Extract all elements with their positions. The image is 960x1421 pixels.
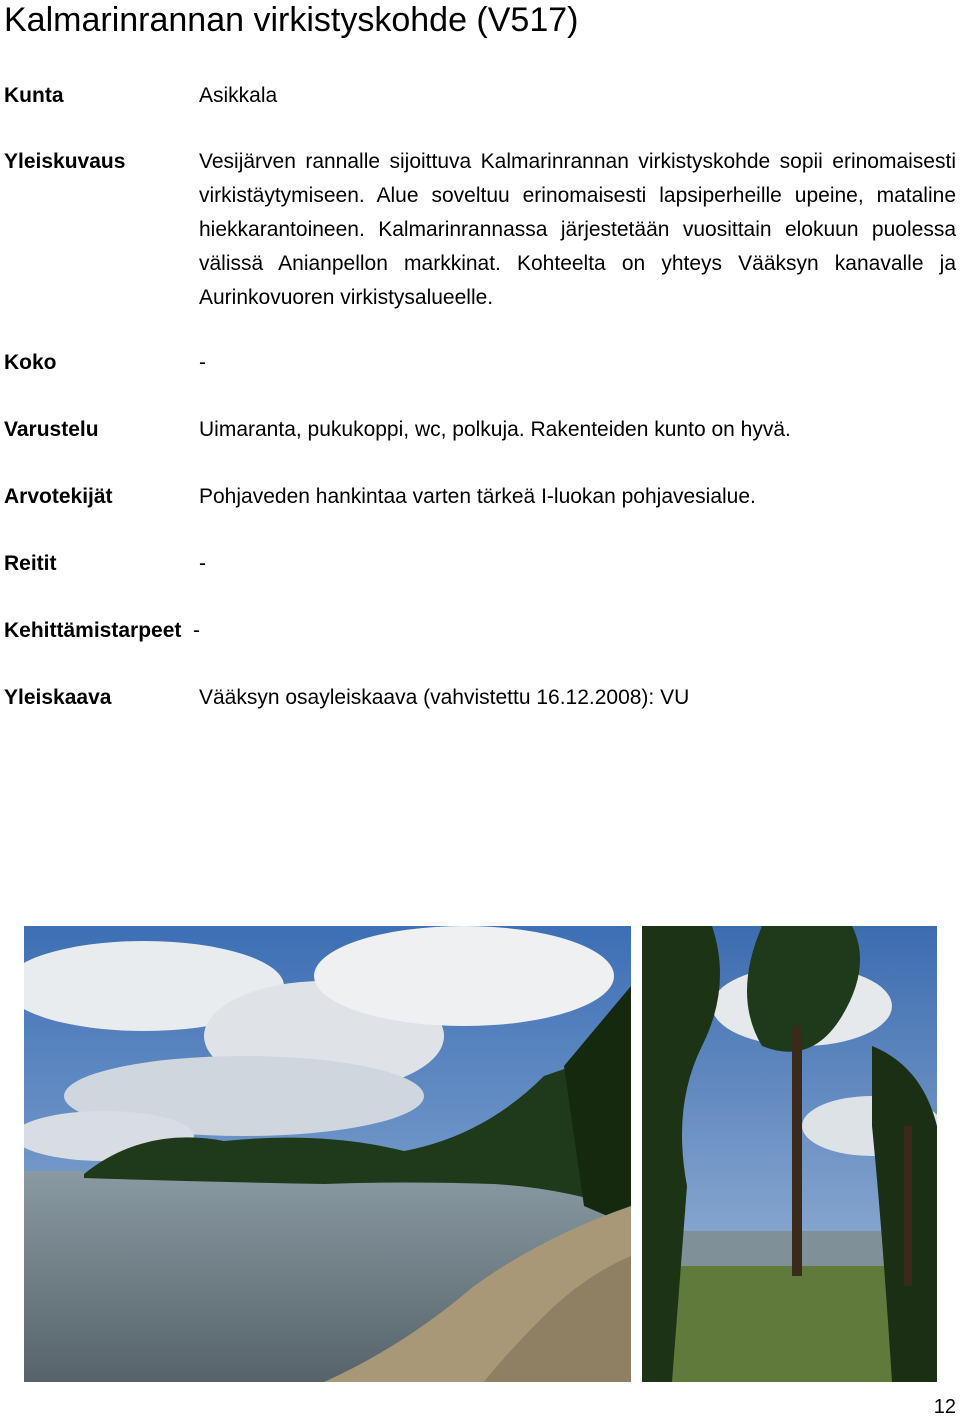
field-value: Uimaranta, pukukoppi, wc, polkuja. Rakenteiden kunto on hyvä. bbox=[199, 418, 791, 441]
photo-lake-shore bbox=[24, 926, 631, 1382]
field-value: Vesijärven rannalle sijoittuva Kalmarinrannan virkistyskohde sopii erinomaisesti virkistäytymiseen. Alue soveltuu erinomaisesti lapsiperheille upeine, mataline hiekkarantoineen. Kalmarinrannassa järjestetään vuosittain elokuun puolessa välissä Anianpellon markkinat. Kohteelta on yhteys Vääksyn kanavalle ja Aurinkovuoren virkistysalueelle. bbox=[199, 150, 956, 309]
field-value: - bbox=[193, 619, 200, 642]
field-value: Vääksyn osayleiskaava (vahvistettu 16.12.2008): VU bbox=[199, 686, 690, 709]
field-label: Kunta bbox=[4, 84, 64, 107]
field-label: Yleiskuvaus bbox=[4, 150, 126, 173]
photo-pine-trees-image bbox=[642, 926, 937, 1382]
field-yleiskuvaus bbox=[4, 148, 956, 318]
field-label: Yleiskaava bbox=[4, 686, 112, 709]
field-value: - bbox=[199, 351, 206, 374]
field-label: Reitit bbox=[4, 552, 57, 575]
field-label: Arvotekijät bbox=[4, 485, 113, 508]
field-label: Koko bbox=[4, 351, 57, 374]
field-label: Varustelu bbox=[4, 418, 99, 441]
page-number: 12 bbox=[933, 1396, 956, 1418]
field-arvotekijat bbox=[4, 483, 956, 517]
page-title: Kalmarinrannan virkistyskohde (V517) bbox=[4, 1, 579, 39]
field-yleiskaava bbox=[4, 684, 956, 718]
field-value: - bbox=[199, 552, 206, 575]
field-value: Asikkala bbox=[199, 84, 278, 107]
field-kehittamistarpeet bbox=[4, 617, 956, 651]
field-reitit bbox=[4, 550, 956, 584]
field-value: Pohjaveden hankintaa varten tärkeä I-luokan pohjavesialue. bbox=[199, 485, 756, 508]
photo-pine-trees bbox=[642, 926, 937, 1382]
photo-lake-shore-image bbox=[24, 926, 631, 1382]
field-koko bbox=[4, 349, 956, 383]
field-label: Kehittämistarpeet bbox=[4, 619, 182, 642]
field-varustelu bbox=[4, 416, 956, 450]
field-kunta bbox=[4, 82, 956, 116]
